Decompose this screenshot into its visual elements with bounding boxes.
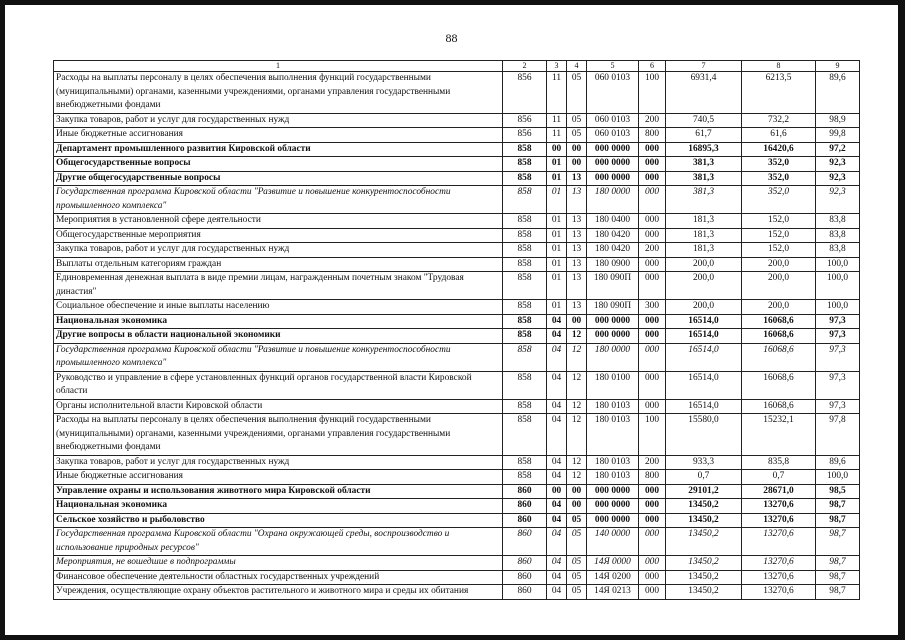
row-name: Сельское хозяйство и рыболовство: [54, 513, 503, 528]
actual-amount: 28671,0: [742, 484, 816, 499]
plan-amount: 740,5: [666, 113, 742, 128]
section-code: 01: [547, 228, 567, 243]
execution-percent: 83,8: [816, 228, 860, 243]
expense-type: 100: [639, 414, 666, 456]
subsection-code: 13: [567, 257, 587, 272]
table-row: [54, 556, 860, 571]
execution-percent: 100,0: [816, 470, 860, 485]
admin-code: 858: [503, 186, 547, 214]
actual-amount: 13270,6: [742, 513, 816, 528]
row-name: Государственная программа Кировской области "Развитие и повышение конкурентоспособности промышленного комплекса": [54, 343, 503, 371]
actual-amount: 152,0: [742, 228, 816, 243]
row-name: Закупка товаров, работ и услуг для государственных нужд: [54, 113, 503, 128]
section-code: 00: [547, 142, 567, 157]
subsection-code: 13: [567, 243, 587, 258]
actual-amount: 352,0: [742, 157, 816, 172]
plan-amount: 15580,0: [666, 414, 742, 456]
plan-amount: 61,7: [666, 128, 742, 143]
subsection-code: 00: [567, 484, 587, 499]
execution-percent: 99,8: [816, 128, 860, 143]
actual-amount: 16068,6: [742, 343, 816, 371]
target-article: 000 0000: [587, 314, 639, 329]
target-article: 000 0000: [587, 157, 639, 172]
row-name: Государственная программа Кировской области "Развитие и повышение конкурентоспособности промышленного комплекса": [54, 186, 503, 214]
actual-amount: 13270,6: [742, 556, 816, 571]
section-code: 01: [547, 186, 567, 214]
expense-type: 000: [639, 142, 666, 157]
section-code: 04: [547, 371, 567, 399]
table-row: [54, 243, 860, 258]
plan-amount: 16514,0: [666, 314, 742, 329]
section-code: 11: [547, 113, 567, 128]
execution-percent: 98,7: [816, 499, 860, 514]
target-article: 060 0103: [587, 72, 639, 114]
table-row: [54, 72, 860, 114]
subsection-code: 05: [567, 513, 587, 528]
admin-code: 856: [503, 72, 547, 114]
row-name: Общегосударственные вопросы: [54, 157, 503, 172]
expense-type: 000: [639, 228, 666, 243]
subsection-code: 05: [567, 570, 587, 585]
subsection-code: 13: [567, 214, 587, 229]
subsection-code: 05: [567, 585, 587, 600]
section-code: 04: [547, 329, 567, 344]
actual-amount: 16068,6: [742, 314, 816, 329]
subsection-code: 05: [567, 72, 587, 114]
target-article: 060 0103: [587, 128, 639, 143]
section-code: 04: [547, 585, 567, 600]
execution-percent: 97,8: [816, 414, 860, 456]
subsection-code: 00: [567, 157, 587, 172]
expense-type: 000: [639, 329, 666, 344]
row-name: Национальная экономика: [54, 499, 503, 514]
expense-type: 000: [639, 556, 666, 571]
execution-percent: 89,6: [816, 72, 860, 114]
actual-amount: 200,0: [742, 257, 816, 272]
table-row: [54, 528, 860, 556]
actual-amount: 732,2: [742, 113, 816, 128]
actual-amount: 200,0: [742, 300, 816, 315]
admin-code: 858: [503, 257, 547, 272]
target-article: 180 0000: [587, 343, 639, 371]
subsection-code: 12: [567, 343, 587, 371]
section-code: 01: [547, 214, 567, 229]
admin-code: 858: [503, 228, 547, 243]
table-row: [54, 214, 860, 229]
plan-amount: 13450,2: [666, 528, 742, 556]
row-name: Общегосударственные мероприятия: [54, 228, 503, 243]
execution-percent: 98,7: [816, 556, 860, 571]
section-code: 04: [547, 314, 567, 329]
expense-type: 200: [639, 113, 666, 128]
plan-amount: 933,3: [666, 455, 742, 470]
target-article: 180 0900: [587, 257, 639, 272]
plan-amount: 29101,2: [666, 484, 742, 499]
expense-type: 000: [639, 214, 666, 229]
subsection-code: 12: [567, 329, 587, 344]
row-name: Мероприятия в установленной сфере деятельности: [54, 214, 503, 229]
subsection-code: 13: [567, 300, 587, 315]
actual-amount: 0,7: [742, 470, 816, 485]
admin-code: 856: [503, 113, 547, 128]
plan-amount: 381,3: [666, 186, 742, 214]
admin-code: 858: [503, 470, 547, 485]
table-row: [54, 585, 860, 600]
section-code: 00: [547, 484, 567, 499]
subsection-code: 00: [567, 314, 587, 329]
plan-amount: 16514,0: [666, 343, 742, 371]
target-article: 180 0000: [587, 186, 639, 214]
plan-amount: 16514,0: [666, 399, 742, 414]
admin-code: 858: [503, 329, 547, 344]
target-article: 14Я 0213: [587, 585, 639, 600]
section-code: 01: [547, 243, 567, 258]
column-header: 4: [567, 61, 587, 72]
section-code: 04: [547, 570, 567, 585]
table-body: [54, 61, 860, 600]
subsection-code: 13: [567, 228, 587, 243]
expense-type: 000: [639, 513, 666, 528]
section-code: 04: [547, 528, 567, 556]
table-row: [54, 113, 860, 128]
table-row: [54, 399, 860, 414]
target-article: 14Я 0200: [587, 570, 639, 585]
plan-amount: 200,0: [666, 272, 742, 300]
column-header: 7: [666, 61, 742, 72]
row-name: Закупка товаров, работ и услуг для государственных нужд: [54, 455, 503, 470]
subsection-code: 12: [567, 470, 587, 485]
row-name: Единовременная денежная выплата в виде премии лицам, награжденным почетным знаком "Трудовая династия": [54, 272, 503, 300]
subsection-code: 05: [567, 528, 587, 556]
row-name: Руководство и управление в сфере установленных функций органов государственной власти Кировской области: [54, 371, 503, 399]
row-name: Государственная программа Кировской области "Охрана окружающей среды, воспроизводство и использование природных ресурсов": [54, 528, 503, 556]
admin-code: 860: [503, 556, 547, 571]
expense-type: 000: [639, 570, 666, 585]
plan-amount: 200,0: [666, 257, 742, 272]
subsection-code: 12: [567, 455, 587, 470]
actual-amount: 200,0: [742, 272, 816, 300]
target-article: 000 0000: [587, 499, 639, 514]
expense-type: 000: [639, 484, 666, 499]
execution-percent: 98,7: [816, 528, 860, 556]
table-row: [54, 186, 860, 214]
section-code: 04: [547, 556, 567, 571]
expense-type: 200: [639, 455, 666, 470]
section-code: 11: [547, 128, 567, 143]
table-row: [54, 513, 860, 528]
admin-code: 858: [503, 300, 547, 315]
expense-type: 300: [639, 300, 666, 315]
expense-type: 200: [639, 243, 666, 258]
admin-code: 858: [503, 399, 547, 414]
execution-percent: 97,3: [816, 329, 860, 344]
row-name: Иные бюджетные ассигнования: [54, 470, 503, 485]
plan-amount: 13450,2: [666, 499, 742, 514]
plan-amount: 0,7: [666, 470, 742, 485]
section-code: 04: [547, 513, 567, 528]
subsection-code: 00: [567, 499, 587, 514]
execution-percent: 98,9: [816, 113, 860, 128]
section-code: 01: [547, 157, 567, 172]
table-row: [54, 484, 860, 499]
target-article: 180 0103: [587, 455, 639, 470]
table-row: [54, 455, 860, 470]
execution-percent: 83,8: [816, 243, 860, 258]
section-code: 01: [547, 300, 567, 315]
table-row: [54, 128, 860, 143]
execution-percent: 97,3: [816, 343, 860, 371]
plan-amount: 6931,4: [666, 72, 742, 114]
execution-percent: 100,0: [816, 272, 860, 300]
table-row: [54, 272, 860, 300]
table-row: [54, 314, 860, 329]
plan-amount: 200,0: [666, 300, 742, 315]
admin-code: 858: [503, 455, 547, 470]
execution-percent: 98,7: [816, 570, 860, 585]
section-code: 01: [547, 257, 567, 272]
target-article: 180 0420: [587, 228, 639, 243]
table-row: [54, 300, 860, 315]
target-article: 000 0000: [587, 329, 639, 344]
table-row: [54, 414, 860, 456]
subsection-code: 00: [567, 142, 587, 157]
section-code: 04: [547, 455, 567, 470]
admin-code: 858: [503, 314, 547, 329]
plan-amount: 16514,0: [666, 329, 742, 344]
row-name: Национальная экономика: [54, 314, 503, 329]
page-number: 88: [445, 31, 458, 45]
row-name: Органы исполнительной власти Кировской области: [54, 399, 503, 414]
header-row: [54, 61, 860, 72]
table-row: [54, 499, 860, 514]
expense-type: 000: [639, 371, 666, 399]
column-header: 2: [503, 61, 547, 72]
section-code: 01: [547, 272, 567, 300]
admin-code: 860: [503, 585, 547, 600]
subsection-code: 13: [567, 186, 587, 214]
row-name: Закупка товаров, работ и услуг для государственных нужд: [54, 243, 503, 258]
target-article: 180 090П: [587, 300, 639, 315]
column-header: 5: [587, 61, 639, 72]
target-article: 180 0100: [587, 371, 639, 399]
column-header: 8: [742, 61, 816, 72]
admin-code: 858: [503, 343, 547, 371]
admin-code: 858: [503, 371, 547, 399]
expense-type: 800: [639, 128, 666, 143]
plan-amount: 181,3: [666, 243, 742, 258]
row-name: Иные бюджетные ассигнования: [54, 128, 503, 143]
expense-type: 000: [639, 585, 666, 600]
column-header: 1: [54, 61, 503, 72]
expense-type: 800: [639, 470, 666, 485]
admin-code: 860: [503, 513, 547, 528]
execution-percent: 100,0: [816, 300, 860, 315]
subsection-code: 13: [567, 272, 587, 300]
execution-percent: 97,3: [816, 371, 860, 399]
section-code: 04: [547, 470, 567, 485]
plan-amount: 13450,2: [666, 513, 742, 528]
subsection-code: 05: [567, 556, 587, 571]
execution-percent: 97,3: [816, 314, 860, 329]
target-article: 000 0000: [587, 513, 639, 528]
expense-type: 000: [639, 314, 666, 329]
plan-amount: 381,3: [666, 157, 742, 172]
subsection-code: 12: [567, 414, 587, 456]
section-code: 01: [547, 171, 567, 186]
actual-amount: 13270,6: [742, 528, 816, 556]
actual-amount: 15232,1: [742, 414, 816, 456]
target-article: 140 0000: [587, 528, 639, 556]
execution-percent: 92,3: [816, 157, 860, 172]
execution-percent: 97,3: [816, 399, 860, 414]
target-article: 000 0000: [587, 171, 639, 186]
expense-type: 000: [639, 499, 666, 514]
expense-type: 000: [639, 186, 666, 214]
plan-amount: 181,3: [666, 214, 742, 229]
table-row: [54, 142, 860, 157]
table-row: [54, 329, 860, 344]
row-name: Финансовое обеспечение деятельности областных государственных учреждений: [54, 570, 503, 585]
actual-amount: 152,0: [742, 214, 816, 229]
subsection-code: 05: [567, 113, 587, 128]
admin-code: 860: [503, 570, 547, 585]
row-name: Социальное обеспечение и иные выплаты населению: [54, 300, 503, 315]
actual-amount: 13270,6: [742, 499, 816, 514]
table-row: [54, 470, 860, 485]
admin-code: 860: [503, 484, 547, 499]
actual-amount: 352,0: [742, 171, 816, 186]
admin-code: 858: [503, 414, 547, 456]
execution-percent: 89,6: [816, 455, 860, 470]
section-code: 04: [547, 414, 567, 456]
table-row: [54, 343, 860, 371]
actual-amount: 16420,6: [742, 142, 816, 157]
target-article: 060 0103: [587, 113, 639, 128]
target-article: 000 0000: [587, 484, 639, 499]
admin-code: 858: [503, 142, 547, 157]
execution-percent: 100,0: [816, 257, 860, 272]
actual-amount: 16068,6: [742, 371, 816, 399]
row-name: Другие общегосударственные вопросы: [54, 171, 503, 186]
subsection-code: 12: [567, 371, 587, 399]
execution-percent: 98,5: [816, 484, 860, 499]
actual-amount: 61,6: [742, 128, 816, 143]
admin-code: 858: [503, 157, 547, 172]
expense-type: 000: [639, 528, 666, 556]
actual-amount: 13270,6: [742, 585, 816, 600]
plan-amount: 16514,0: [666, 371, 742, 399]
section-code: 04: [547, 399, 567, 414]
subsection-code: 12: [567, 399, 587, 414]
execution-percent: 97,2: [816, 142, 860, 157]
admin-code: 858: [503, 171, 547, 186]
row-name: Учреждения, осуществляющие охрану объектов растительного и животного мира и среды их обитания: [54, 585, 503, 600]
target-article: 180 0103: [587, 399, 639, 414]
target-article: 000 0000: [587, 142, 639, 157]
column-header: 9: [816, 61, 860, 72]
expense-type: 000: [639, 399, 666, 414]
admin-code: 858: [503, 214, 547, 229]
row-name: Департамент промышленного развития Кировской области: [54, 142, 503, 157]
expense-type: 000: [639, 343, 666, 371]
table-row: [54, 157, 860, 172]
plan-amount: 13450,2: [666, 585, 742, 600]
expense-type: 000: [639, 272, 666, 300]
expense-type: 000: [639, 257, 666, 272]
actual-amount: 6213,5: [742, 72, 816, 114]
plan-amount: 13450,2: [666, 556, 742, 571]
actual-amount: 352,0: [742, 186, 816, 214]
admin-code: 856: [503, 128, 547, 143]
actual-amount: 13270,6: [742, 570, 816, 585]
execution-percent: 83,8: [816, 214, 860, 229]
admin-code: 858: [503, 272, 547, 300]
row-name: Расходы на выплаты персоналу в целях обеспечения выполнения функций государственными (муниципальными) органами, казенными учреждениями, органами управления государственными внебюджетными фондами: [54, 72, 503, 114]
row-name: Другие вопросы в области национальной экономики: [54, 329, 503, 344]
row-name: Выплаты отдельным категориям граждан: [54, 257, 503, 272]
admin-code: 860: [503, 528, 547, 556]
row-name: Расходы на выплаты персоналу в целях обеспечения выполнения функций государственными (муниципальными) органами, казенными учреждениями, органами управления государственными внебюджетными фондами: [54, 414, 503, 456]
target-article: 180 0420: [587, 243, 639, 258]
execution-percent: 92,3: [816, 171, 860, 186]
column-header: 3: [547, 61, 567, 72]
admin-code: 858: [503, 243, 547, 258]
plan-amount: 181,3: [666, 228, 742, 243]
actual-amount: 152,0: [742, 243, 816, 258]
subsection-code: 13: [567, 171, 587, 186]
document-page: [5, 5, 898, 635]
section-code: 11: [547, 72, 567, 114]
column-header: 6: [639, 61, 666, 72]
row-name: Управление охраны и использования животного мира Кировской области: [54, 484, 503, 499]
execution-percent: 98,7: [816, 585, 860, 600]
plan-amount: 13450,2: [666, 570, 742, 585]
row-name: Мероприятия, не вошедшие в подпрограммы: [54, 556, 503, 571]
target-article: 180 090П: [587, 272, 639, 300]
subsection-code: 05: [567, 128, 587, 143]
table-row: [54, 257, 860, 272]
actual-amount: 16068,6: [742, 329, 816, 344]
expense-type: 000: [639, 157, 666, 172]
target-article: 180 0103: [587, 470, 639, 485]
target-article: 14Я 0000: [587, 556, 639, 571]
table-row: [54, 171, 860, 186]
budget-table: [53, 60, 860, 600]
expense-type: 000: [639, 171, 666, 186]
section-code: 04: [547, 343, 567, 371]
table-row: [54, 570, 860, 585]
target-article: 180 0400: [587, 214, 639, 229]
actual-amount: 16068,6: [742, 399, 816, 414]
execution-percent: 92,3: [816, 186, 860, 214]
target-article: 180 0103: [587, 414, 639, 456]
actual-amount: 835,8: [742, 455, 816, 470]
plan-amount: 381,3: [666, 171, 742, 186]
table-row: [54, 228, 860, 243]
plan-amount: 16895,3: [666, 142, 742, 157]
section-code: 04: [547, 499, 567, 514]
execution-percent: 98,7: [816, 513, 860, 528]
admin-code: 860: [503, 499, 547, 514]
expense-type: 100: [639, 72, 666, 114]
table-row: [54, 371, 860, 399]
